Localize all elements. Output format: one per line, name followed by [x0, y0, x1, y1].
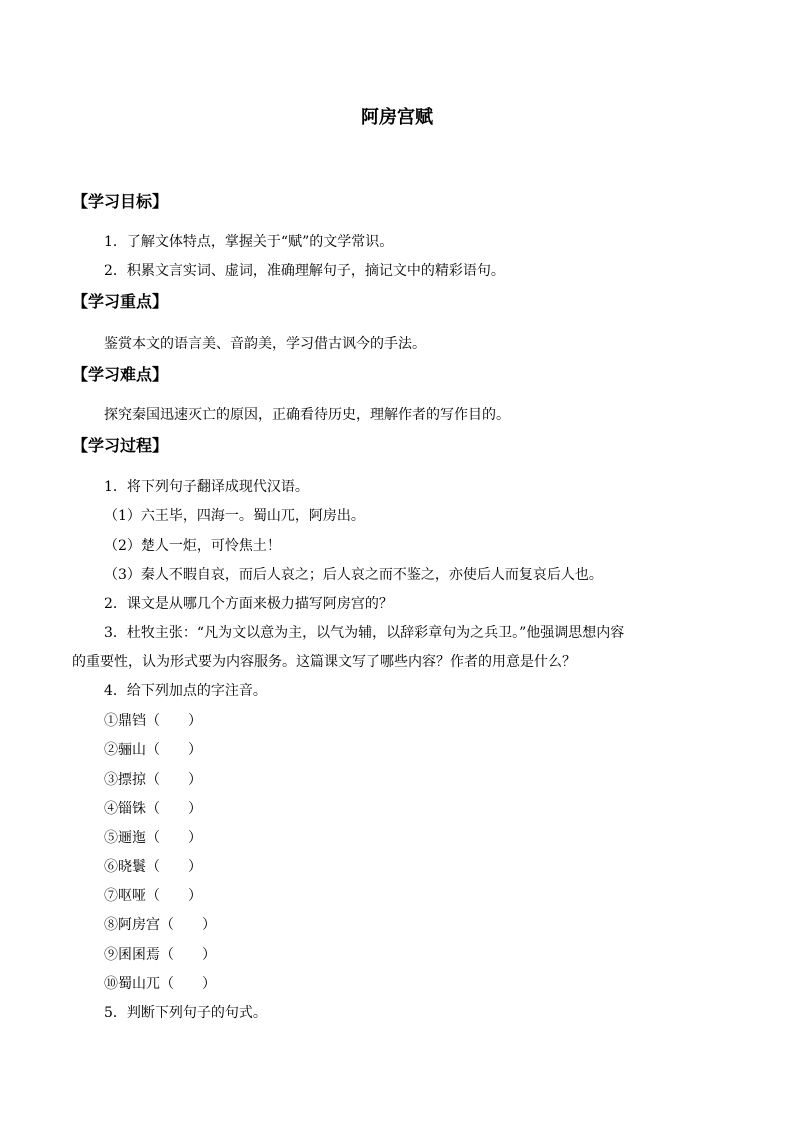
- pinyin-word: ①鼎铛: [104, 713, 146, 729]
- goal-item: 2．积累文言实词、虚词，准确理解句子，摘记文中的精彩语句。: [104, 263, 505, 279]
- pinyin-word: ⑨囷囷焉: [104, 947, 160, 963]
- pinyin-blank[interactable]: （ ）: [146, 713, 202, 729]
- pinyin-blank[interactable]: （ ）: [160, 976, 216, 992]
- question-2: 2．课文是从哪几个方面来极力描写阿房宫的？: [104, 596, 393, 612]
- pinyin-word: ④锱铢: [104, 801, 146, 817]
- pinyin-item: [104, 740, 202, 760]
- pinyin-item: [104, 828, 202, 848]
- pinyin-word: ⑩蜀山兀: [104, 976, 160, 992]
- pinyin-blank[interactable]: （ ）: [160, 917, 216, 933]
- pinyin-word: ⑧阿房宫: [104, 917, 160, 933]
- question-4: 4．给下列加点的字注音。: [104, 683, 267, 699]
- pinyin-item: [104, 886, 202, 906]
- key-points-text: 鉴赏本文的语言美、音韵美，学习借古讽今的手法。: [104, 336, 426, 352]
- pinyin-blank[interactable]: （ ）: [146, 772, 202, 788]
- pinyin-blank[interactable]: （ ）: [146, 830, 202, 846]
- pinyin-item: [104, 974, 216, 994]
- pinyin-blank[interactable]: （ ）: [160, 947, 216, 963]
- question-5: 5．判断下列句子的句式。: [104, 1005, 267, 1021]
- pinyin-blank[interactable]: （ ）: [146, 742, 202, 758]
- goal-item: 1．了解文体特点，掌握关于“赋”的文学常识。: [104, 234, 394, 250]
- section-heading-key-points: 【学习重点】: [72, 292, 169, 311]
- document-title: 阿房宫赋: [361, 107, 433, 128]
- section-heading-process: 【学习过程】: [72, 436, 169, 455]
- pinyin-word: ③摽掠: [104, 772, 146, 788]
- pinyin-blank[interactable]: （ ）: [146, 888, 202, 904]
- question-3-line-1: 3．杜牧主张：“凡为文以意为主，以气为辅，以辞彩章句为之兵卫。”他强调思想内容: [104, 625, 625, 641]
- question-1-item: （1）六王毕，四海一。蜀山兀，阿房出。: [104, 508, 365, 524]
- pinyin-item: [104, 915, 216, 935]
- pinyin-word: ⑥晓鬟: [104, 859, 146, 875]
- difficulties-text: 探究秦国迅速灭亡的原因，正确看待历史，理解作者的写作目的。: [104, 407, 510, 423]
- pinyin-blank[interactable]: （ ）: [146, 859, 202, 875]
- pinyin-word: ②骊山: [104, 742, 146, 758]
- pinyin-item: [104, 945, 216, 965]
- question-3-line-2: 的重要性，认为形式要为内容服务。这篇课文写了哪些内容？作者的用意是什么？: [72, 654, 576, 670]
- question-1-item: （3）秦人不暇自哀，而后人哀之；后人哀之而不鉴之，亦使后人而复哀后人也。: [104, 567, 603, 583]
- section-heading-difficulties: 【学习难点】: [72, 365, 169, 384]
- question-1: 1．将下列句子翻译成现代汉语。: [104, 479, 309, 495]
- pinyin-item: [104, 799, 202, 819]
- pinyin-word: ⑦呕哑: [104, 888, 146, 904]
- pinyin-item: [104, 857, 202, 877]
- pinyin-item: [104, 711, 202, 731]
- question-1-item: （2）楚人一炬，可怜焦土！: [104, 538, 281, 554]
- pinyin-item: [104, 770, 202, 790]
- pinyin-blank[interactable]: （ ）: [146, 801, 202, 817]
- pinyin-word: ⑤逦迤: [104, 830, 146, 846]
- section-heading-goals: 【学习目标】: [72, 192, 169, 211]
